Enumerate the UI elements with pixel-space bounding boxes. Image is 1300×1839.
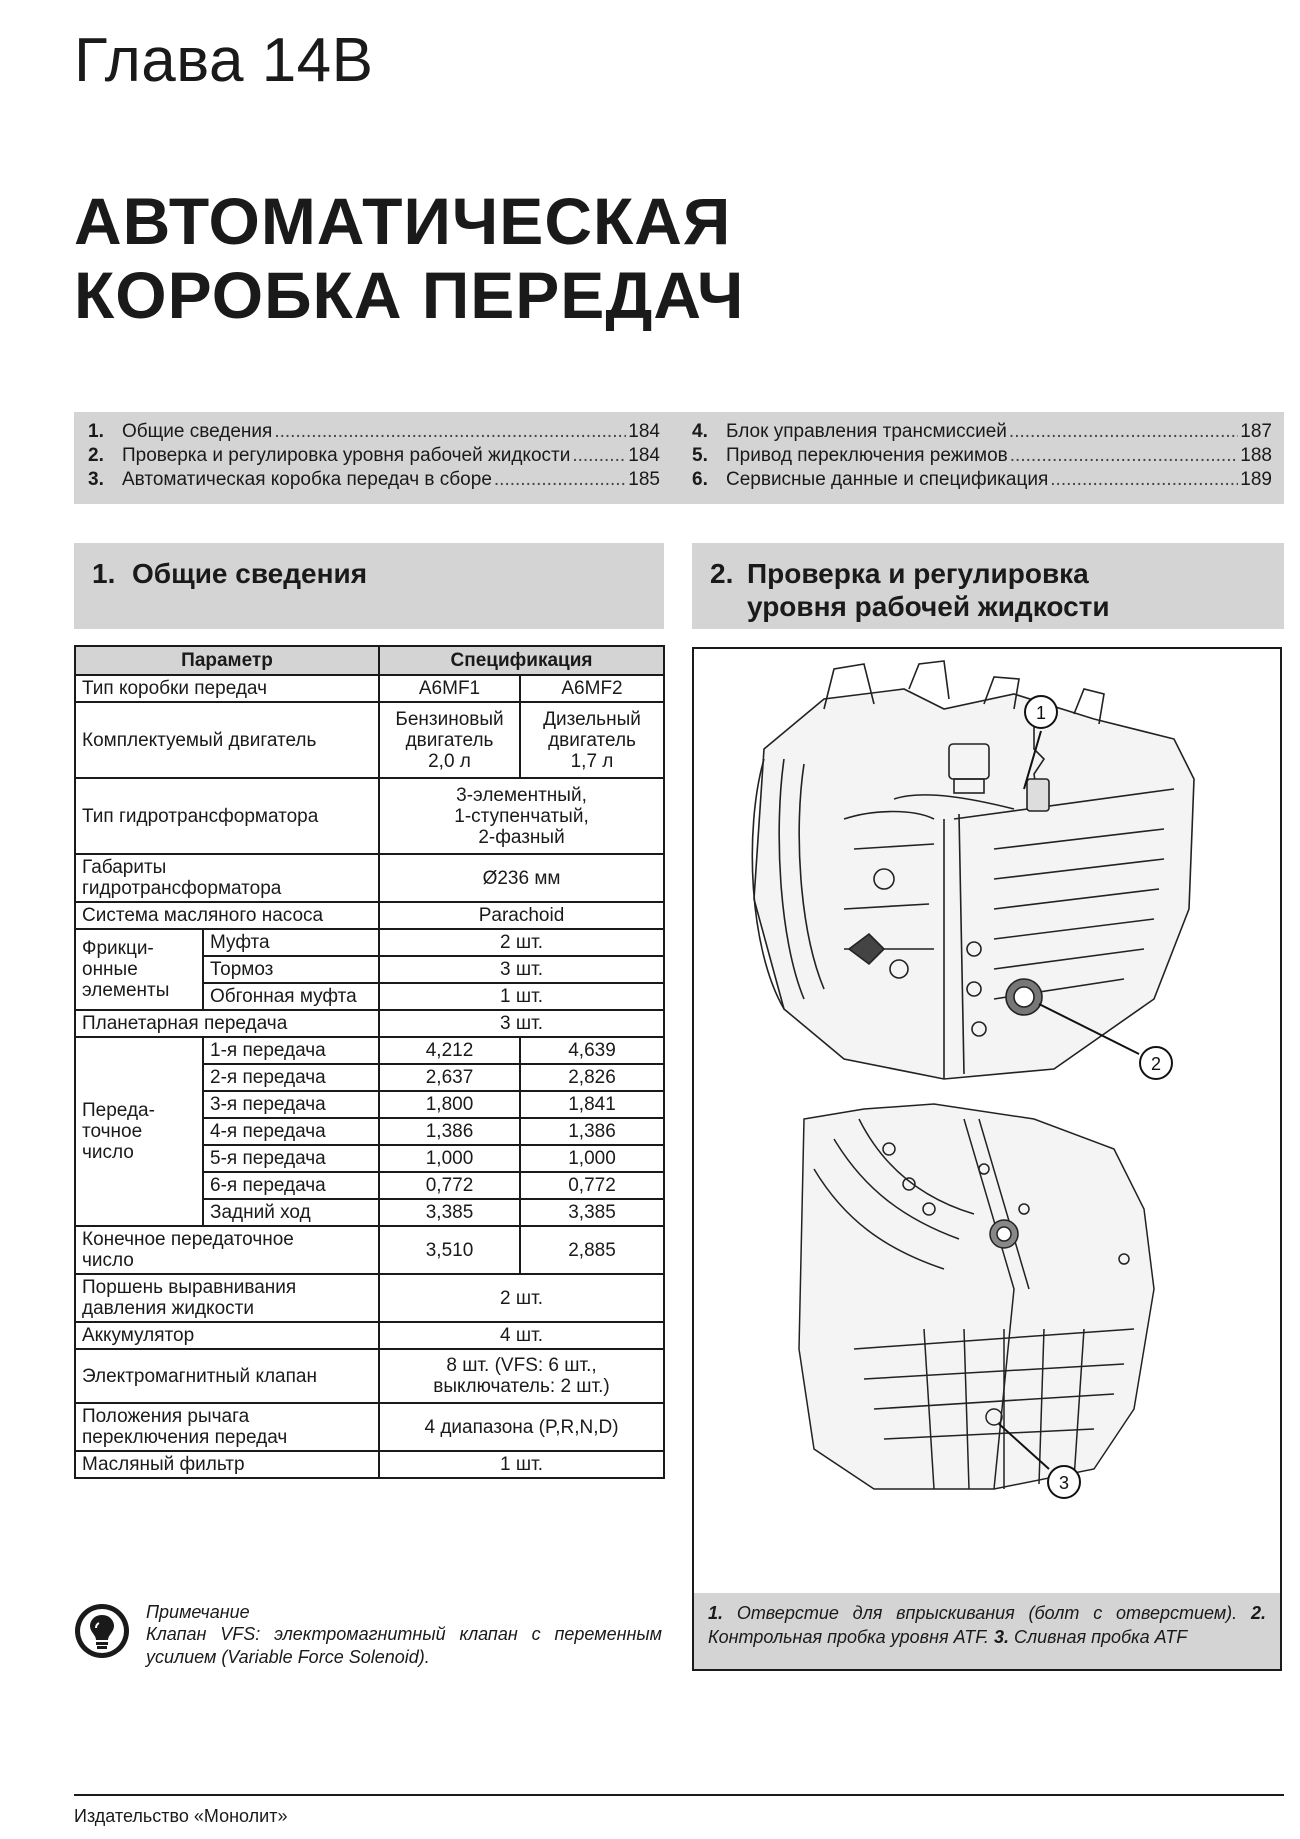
toc-title: Блок управления трансмиссией — [726, 421, 1007, 442]
toc-item[interactable] — [88, 444, 660, 468]
toc-leader — [1010, 444, 1239, 468]
cell-a6mf1 — [379, 702, 520, 778]
table-row — [75, 854, 664, 902]
toc-item[interactable] — [692, 420, 1272, 444]
cell-line: 1,7 л — [570, 750, 614, 772]
cell-a6mf1: 1,000 — [379, 1145, 520, 1172]
toc-title: Автоматическая коробка передач в сборе — [122, 469, 492, 490]
cell-a6mf2: 2,885 — [520, 1226, 664, 1274]
cell-a6mf1: 1,386 — [379, 1118, 520, 1145]
label-line: давления жидкости — [82, 1298, 254, 1319]
label-line: гидротрансформатора — [82, 878, 282, 899]
cell-a6mf1: 1,800 — [379, 1091, 520, 1118]
note-title: Примечание — [146, 1602, 250, 1622]
cell-value — [379, 1349, 664, 1403]
cell-line: 3-элементный, — [456, 784, 587, 806]
toc-number: 6. — [692, 469, 708, 490]
table-row — [75, 902, 664, 929]
caption-number: 1. — [708, 1603, 724, 1623]
table-row — [75, 1010, 664, 1037]
section-2-heading — [692, 543, 1284, 629]
transmission-illustration — [694, 649, 1280, 1595]
label-line: Положения рычага — [82, 1406, 250, 1427]
label-line: число — [82, 1142, 134, 1163]
cell-line: 2-фазный — [478, 826, 565, 848]
page-title — [74, 184, 744, 332]
section-1-heading — [74, 543, 664, 629]
toc-item[interactable] — [692, 468, 1272, 492]
row-label: Тип коробки передач — [75, 675, 379, 702]
cell-a6mf1: 2,637 — [379, 1064, 520, 1091]
cell-a6mf1: 3,385 — [379, 1199, 520, 1226]
cell-value — [379, 778, 664, 854]
table-row — [75, 1451, 664, 1478]
section-title: Общие сведения — [132, 558, 368, 589]
cell-a6mf2: 1,386 — [520, 1118, 664, 1145]
label-line: Габариты — [82, 857, 167, 878]
toc-number: 2. — [88, 445, 104, 466]
label-line: точное — [82, 1121, 143, 1142]
label-line: Фрикци- — [82, 938, 154, 959]
footer-divider — [74, 1794, 1284, 1796]
section-number: 2. — [710, 558, 734, 589]
label-line: онные — [82, 959, 138, 980]
table-row — [75, 778, 664, 854]
toc-column-right — [692, 420, 1272, 492]
cell-value: 1 шт. — [379, 1451, 664, 1478]
transmission-figure — [692, 647, 1282, 1671]
row-label: 1-я передача — [203, 1037, 379, 1064]
row-label: Тип гидротрансформатора — [75, 778, 379, 854]
table-row — [75, 929, 664, 956]
note-text: Клапан VFS: электромагнитный клапан с переменным усилием (Variable Force Solenoid). — [146, 1624, 662, 1667]
cell-a6mf1: 0,772 — [379, 1172, 520, 1199]
row-label: Электромагнитный клапан — [75, 1349, 379, 1403]
cell-a6mf2: 4,639 — [520, 1037, 664, 1064]
row-label: Аккумулятор — [75, 1322, 379, 1349]
toc-title: Общие сведения — [122, 421, 273, 442]
label-line: Конечное передаточное — [82, 1229, 294, 1250]
toc-page: 187 — [1240, 421, 1272, 442]
row-label: 3-я передача — [203, 1091, 379, 1118]
title-line-1: АВТОМАТИЧЕСКАЯ — [74, 184, 732, 258]
row-label: 5-я передача — [203, 1145, 379, 1172]
header-parameter: Параметр — [75, 646, 379, 675]
row-group-label — [75, 1037, 203, 1226]
caption-number: 2. — [1250, 1603, 1266, 1623]
row-label — [75, 1274, 379, 1322]
label-line: переключения передач — [82, 1427, 288, 1448]
table-row — [75, 1349, 664, 1403]
cell-value: 1 шт. — [379, 983, 664, 1010]
cell-value: 3 шт. — [379, 1010, 664, 1037]
figure-caption — [694, 1593, 1280, 1669]
callout-2: 2 — [1150, 1054, 1162, 1074]
chapter-label: Глава 14В — [74, 26, 374, 95]
toc-leader — [494, 468, 626, 492]
table-row — [75, 1322, 664, 1349]
row-label: Муфта — [203, 929, 379, 956]
table-of-contents — [74, 412, 1284, 504]
cell-a6mf1: 4,212 — [379, 1037, 520, 1064]
cell-value: 3 шт. — [379, 956, 664, 983]
publisher-footer: Издательство «Монолит» — [74, 1806, 288, 1826]
table-row — [75, 675, 664, 702]
row-label: Тормоз — [203, 956, 379, 983]
toc-number: 3. — [88, 469, 104, 490]
cell-a6mf2: 1,841 — [520, 1091, 664, 1118]
callout-1: 1 — [1035, 703, 1047, 723]
table-header-row — [75, 646, 664, 675]
toc-page: 189 — [1240, 469, 1272, 490]
table-row — [75, 702, 664, 778]
cell-line: 1-ступенчатый, — [454, 805, 589, 827]
toc-title: Привод переключения режимов — [726, 445, 1008, 466]
cell-line: 2,0 л — [428, 750, 471, 772]
table-row — [75, 1274, 664, 1322]
row-label: Система масляного насоса — [75, 902, 379, 929]
section-title-line-1: Проверка и регулировка — [747, 558, 1089, 589]
cell-a6mf2: 1,000 — [520, 1145, 664, 1172]
toc-leader — [1050, 468, 1238, 492]
row-label: 6-я передача — [203, 1172, 379, 1199]
toc-item[interactable] — [692, 444, 1272, 468]
table-row — [75, 1037, 664, 1064]
cell-a6mf1: 3,510 — [379, 1226, 520, 1274]
toc-title: Проверка и регулировка уровня рабочей жидкости — [122, 445, 571, 466]
label-line: элементы — [82, 980, 170, 1001]
toc-page: 188 — [1240, 445, 1272, 466]
section-title-line-2: уровня рабочей жидкости — [747, 591, 1110, 622]
toc-number: 4. — [692, 421, 708, 442]
row-label: Планетарная передача — [75, 1010, 379, 1037]
toc-column-left — [88, 420, 660, 492]
cell-value: Parachoid — [379, 902, 664, 929]
toc-number: 1. — [88, 421, 104, 442]
header-specification: Спецификация — [379, 646, 664, 675]
row-label — [75, 1403, 379, 1451]
cell-value: 2 шт. — [379, 1274, 664, 1322]
cell-value: 4 диапазона (P,R,N,D) — [379, 1403, 664, 1451]
cell-line: Дизельный — [543, 708, 641, 730]
section-title — [747, 557, 1110, 623]
caption-text: Контрольная пробка уровня ATF. — [708, 1627, 989, 1647]
caption-text: Отверстие для впрыскивания (болт с отверстием). — [736, 1603, 1238, 1623]
row-label — [75, 854, 379, 902]
toc-page: 184 — [628, 445, 660, 466]
cell-a6mf2: A6MF2 — [520, 675, 664, 702]
row-label: Обгонная муфта — [203, 983, 379, 1010]
spec-table — [74, 645, 665, 1479]
table-row — [75, 1226, 664, 1274]
row-label: Комплектуемый двигатель — [75, 702, 379, 778]
note-box — [74, 1601, 664, 1681]
callout-3: 3 — [1058, 1473, 1070, 1493]
cell-a6mf2: 0,772 — [520, 1172, 664, 1199]
toc-leader — [1009, 420, 1238, 444]
toc-page: 185 — [628, 469, 660, 490]
cell-line: выключатель: 2 шт.) — [433, 1376, 610, 1397]
cell-a6mf2: 3,385 — [520, 1199, 664, 1226]
cell-line: Бензиновый — [395, 708, 504, 730]
table-row — [75, 1403, 664, 1451]
title-line-2: КОРОБКА ПЕРЕДАЧ — [74, 258, 745, 332]
row-group-label — [75, 929, 203, 1010]
section-number: 1. — [92, 558, 116, 589]
row-label: 4-я передача — [203, 1118, 379, 1145]
caption-number: 3. — [993, 1627, 1009, 1647]
row-label — [75, 1226, 379, 1274]
toc-item[interactable] — [88, 420, 660, 444]
cell-value: 4 шт. — [379, 1322, 664, 1349]
label-line: Переда- — [82, 1100, 155, 1121]
cell-a6mf2 — [520, 702, 664, 778]
toc-leader — [274, 420, 626, 444]
cell-line: двигатель — [405, 729, 494, 751]
lightbulb-icon — [74, 1603, 130, 1659]
cell-line: двигатель — [548, 729, 636, 751]
label-line: число — [82, 1250, 134, 1271]
caption-text: Сливная пробка ATF — [1013, 1627, 1188, 1647]
toc-page: 184 — [628, 421, 660, 442]
row-label: 2-я передача — [203, 1064, 379, 1091]
toc-title: Сервисные данные и спецификация — [726, 469, 1049, 490]
cell-a6mf1: A6MF1 — [379, 675, 520, 702]
row-label: Задний ход — [203, 1199, 379, 1226]
cell-a6mf2: 2,826 — [520, 1064, 664, 1091]
toc-number: 5. — [692, 445, 708, 466]
cell-line: 8 шт. (VFS: 6 шт., — [446, 1355, 597, 1376]
toc-leader — [572, 444, 626, 468]
cell-value: 2 шт. — [379, 929, 664, 956]
cell-value: Ø236 мм — [379, 854, 664, 902]
label-line: Поршень выравнивания — [82, 1277, 297, 1298]
toc-item[interactable] — [88, 468, 660, 492]
row-label: Масляный фильтр — [75, 1451, 379, 1478]
